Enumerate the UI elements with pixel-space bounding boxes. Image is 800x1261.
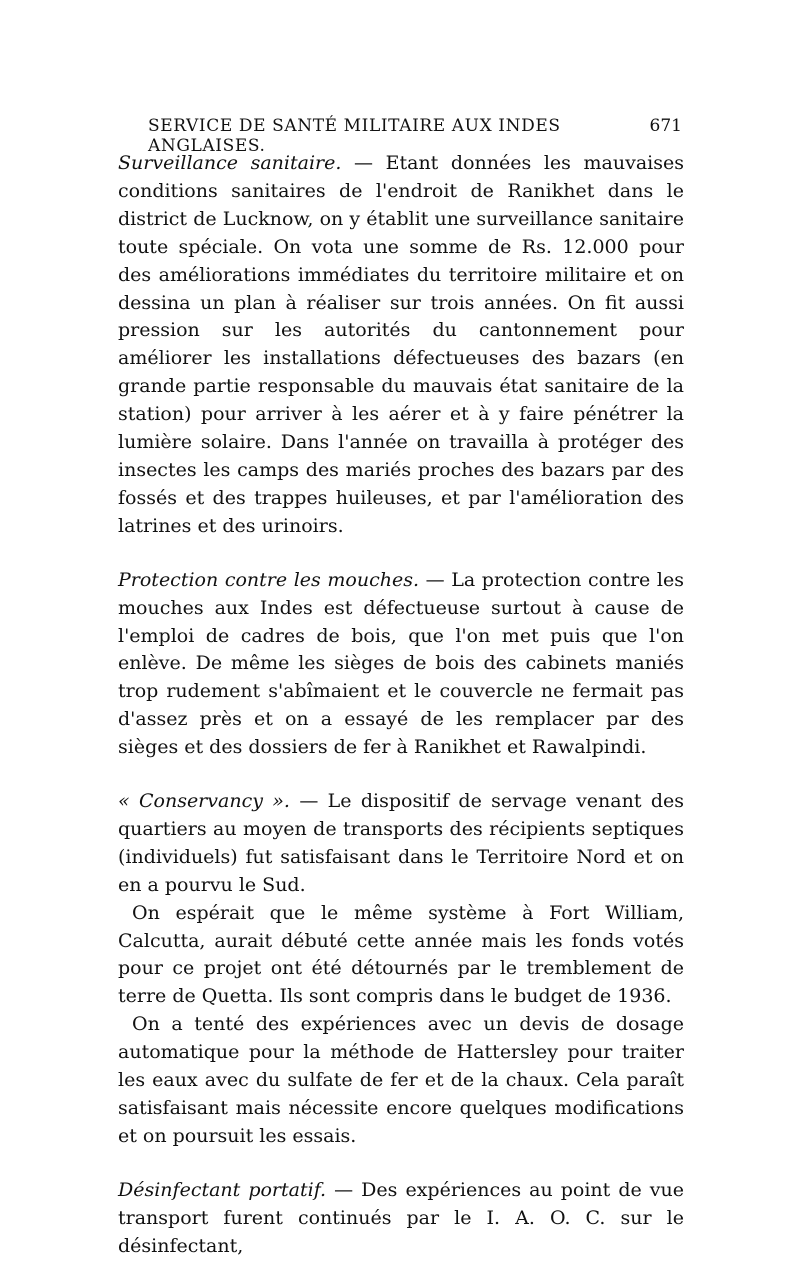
- paragraph-text: On espérait que le même système à Fort William, Calcutta, aurait débuté cette année mais les fonds votés pour ce projet ont été détournés par le tremblement de terre de Quetta. Ils sont compris dans le budget de 1936.: [118, 901, 684, 1008]
- paragraph-surveillance: [118, 150, 684, 541]
- paragraph-conservancy: [118, 788, 684, 900]
- paragraph-text: — Etant données les mauvaises conditions sanitaires de l'endroit de Ranikhet dans le district de Lucknow, on y établit une surveillance sanitaire toute spéciale. On vota une somme de Rs. 12.000 pour des améliorations immédiates du territoire militaire et on dessina un plan à réaliser sur trois années. On fit aussi pression sur les autorités du cantonnement pour améliorer les installations défectueuses des bazars (en grande partie responsable du mauvais état sanitaire de la station) pour arriver à les aérer et à y faire pénétrer la lumière solaire. Dans l'année on travailla à protéger des insectes les camps des mariés proches des bazars par des fossés et des trappes huileuses, et par l'amélioration des latrines et des urinoirs.: [118, 152, 684, 537]
- page-number: 671: [649, 116, 682, 136]
- paragraph-heading: Surveillance sanitaire.: [118, 152, 342, 174]
- paragraph-heading: Désinfectant portatif.: [118, 1178, 327, 1201]
- page-body: [118, 150, 684, 1261]
- paragraph-protection: [118, 567, 684, 762]
- paragraph-text: — Le dispositif de servage venant des quartiers au moyen de transports des récipients septiques (individuels) fut satisfaisant dans le Territoire Nord et on en a pourvu le Sud.: [118, 790, 684, 896]
- paragraph-text: — La protection contre les mouches aux Indes est défectueuse surtout à cause de l'emploi de cadres de bois, que l'on met puis que l'on enlève. De même les sièges de bois des cabinets maniés trop rudement s'abîmaient et le couvercle ne fermait pas d'assez près et on a essayé de les remplacer par des sièges et des dossiers de fer à Ranikhet et Rawalpindi.: [118, 568, 684, 759]
- paragraph-desinfectant: [118, 1177, 684, 1261]
- paragraph-fort-william: [118, 900, 684, 1012]
- paragraph-text: On a tenté des expériences avec un devis de dosage automatique pour la méthode de Hattersley pour traiter les eaux avec du sulfate de fer et de la chaux. Cela paraît satisfaisant mais nécessite encore quelques modifications et on poursuit les essais.: [118, 1013, 684, 1147]
- paragraph-heading: « Conservancy ».: [118, 790, 290, 813]
- running-title: SERVICE DE SANTÉ MILITAIRE AUX INDES ANGLAISES.: [148, 116, 561, 156]
- paragraph-heading: Protection contre les mouches.: [118, 568, 420, 591]
- paragraph-hattersley: [118, 1011, 684, 1151]
- paragraph-text: — Des expériences au point de vue transport furent continués par le I. A. O. C. sur le désinfectant,: [118, 1178, 684, 1257]
